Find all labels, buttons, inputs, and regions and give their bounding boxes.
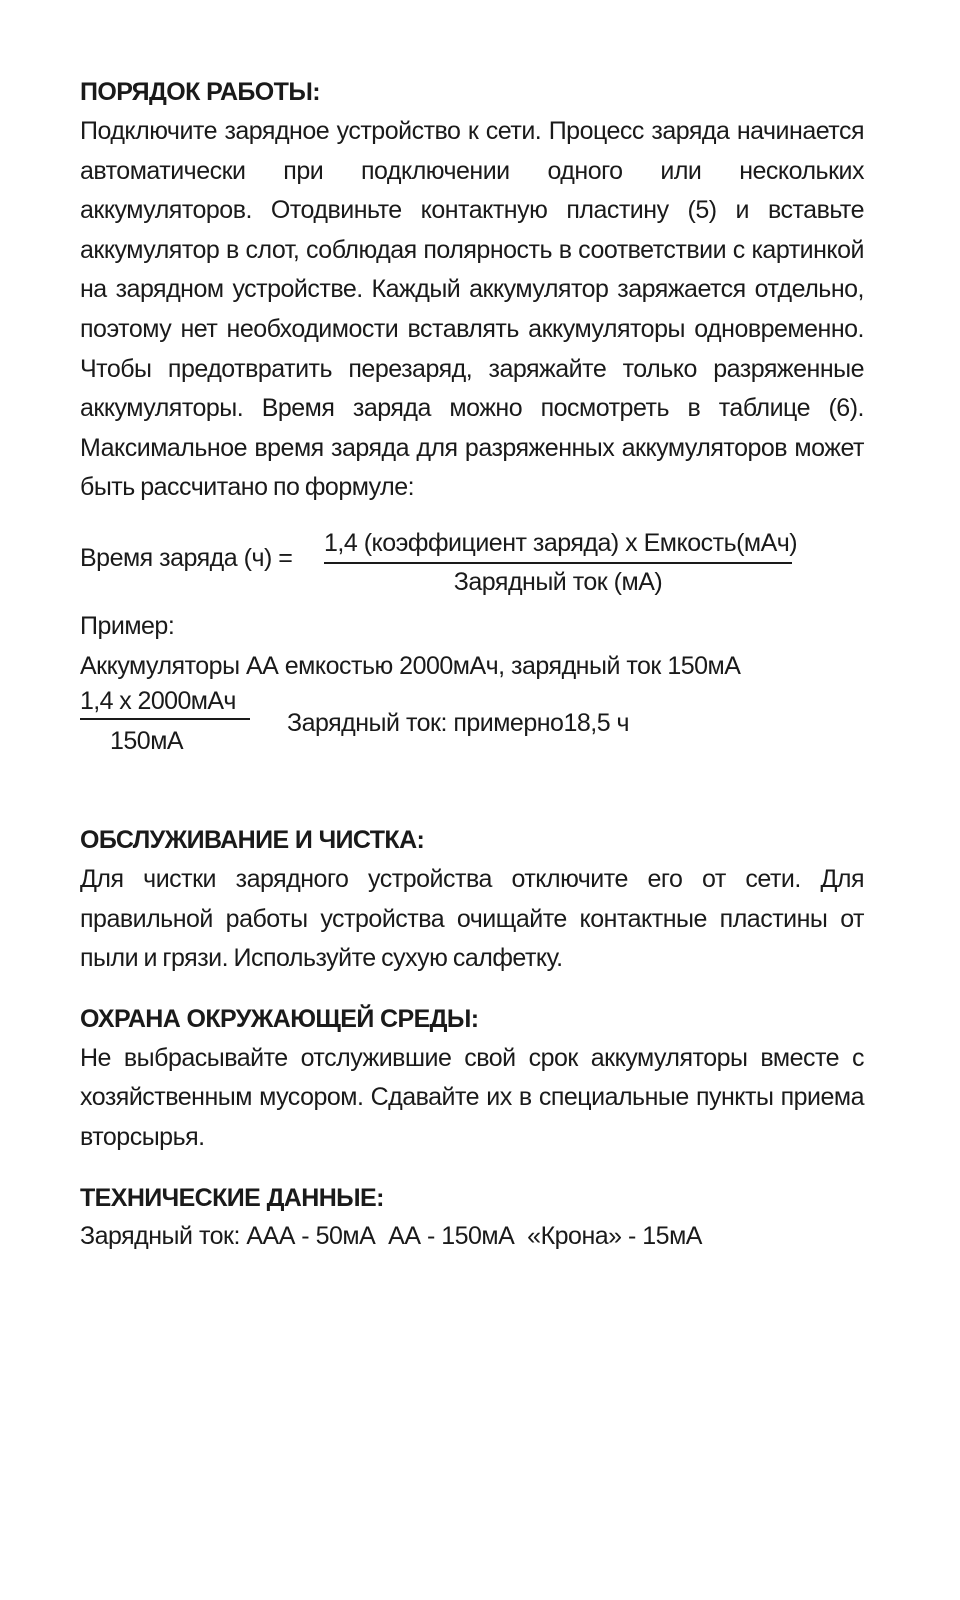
- section-heading-environment: ОХРАНА ОКРУЖАЮЩЕЙ СРЕДЫ:: [80, 1004, 479, 1033]
- specs-line: Зарядный ток: ААА - 50мА АА - 150мА «Крона» - 15мА: [80, 1221, 702, 1250]
- maintenance-paragraph: Для чистки зарядного устройства отключите его от сети. Для правильной работы устройства очищайте контактные пластины от пыли и грязи. Используйте сухую салфетку.: [80, 864, 864, 973]
- operation-paragraph: Подключите зарядное устройство к сети. Процесс заряда начинается автоматически при подключении одного или нескольких аккумуляторов. Отодвиньте контактную пластину (5) и вставьте аккумулятор в слот, соблюдая полярность в соответствии с картинкой на зарядном устройстве. Каждый аккумулятор заряжается отдельно, поэтому нет необходимости вставлять аккумуляторы одновременно. Чтобы предотвратить перезаряд, заряжайте только разряженные аккумуляторы. Время заряда можно посмотреть в таблице (6). Максимальное время заряда для разряженных аккумуляторов может быть рассчитано по формуле:: [80, 117, 864, 502]
- example-line: Аккумуляторы АА емкостью 2000мАч, зарядный ток 150мА: [80, 651, 741, 680]
- formula-numerator: 1,4 (коэффициент заряда) х Емкость(мАч): [324, 526, 792, 564]
- document-page: [80, 72, 864, 1254]
- environment-paragraph: Не выбрасывайте отслужившие свой срок аккумуляторы вместе с хозяйственным мусором. Сдавайте их в специальные пункты приема вторсырья.: [80, 1043, 864, 1151]
- example-result: Зарядный ток: примерно18,5 ч: [287, 708, 630, 737]
- example-calculation: [80, 684, 864, 762]
- example-label: Пример:: [80, 611, 175, 640]
- charge-time-formula: [80, 530, 864, 604]
- example-denominator: 150мА: [110, 726, 184, 755]
- formula-lhs: Время заряда (ч) =: [80, 543, 293, 572]
- section-heading-specs: ТЕХНИЧЕСКИЕ ДАННЫЕ:: [80, 1183, 384, 1212]
- formula-fraction: [324, 526, 798, 600]
- section-heading-operation: ПОРЯДОК РАБОТЫ:: [80, 78, 320, 106]
- section-heading-maintenance: ОБСЛУЖИВАНИЕ И ЧИСТКА:: [80, 825, 425, 854]
- formula-denominator: Зарядный ток (мА): [453, 567, 663, 596]
- example-numerator: 1,4 х 2000мАч: [80, 684, 250, 720]
